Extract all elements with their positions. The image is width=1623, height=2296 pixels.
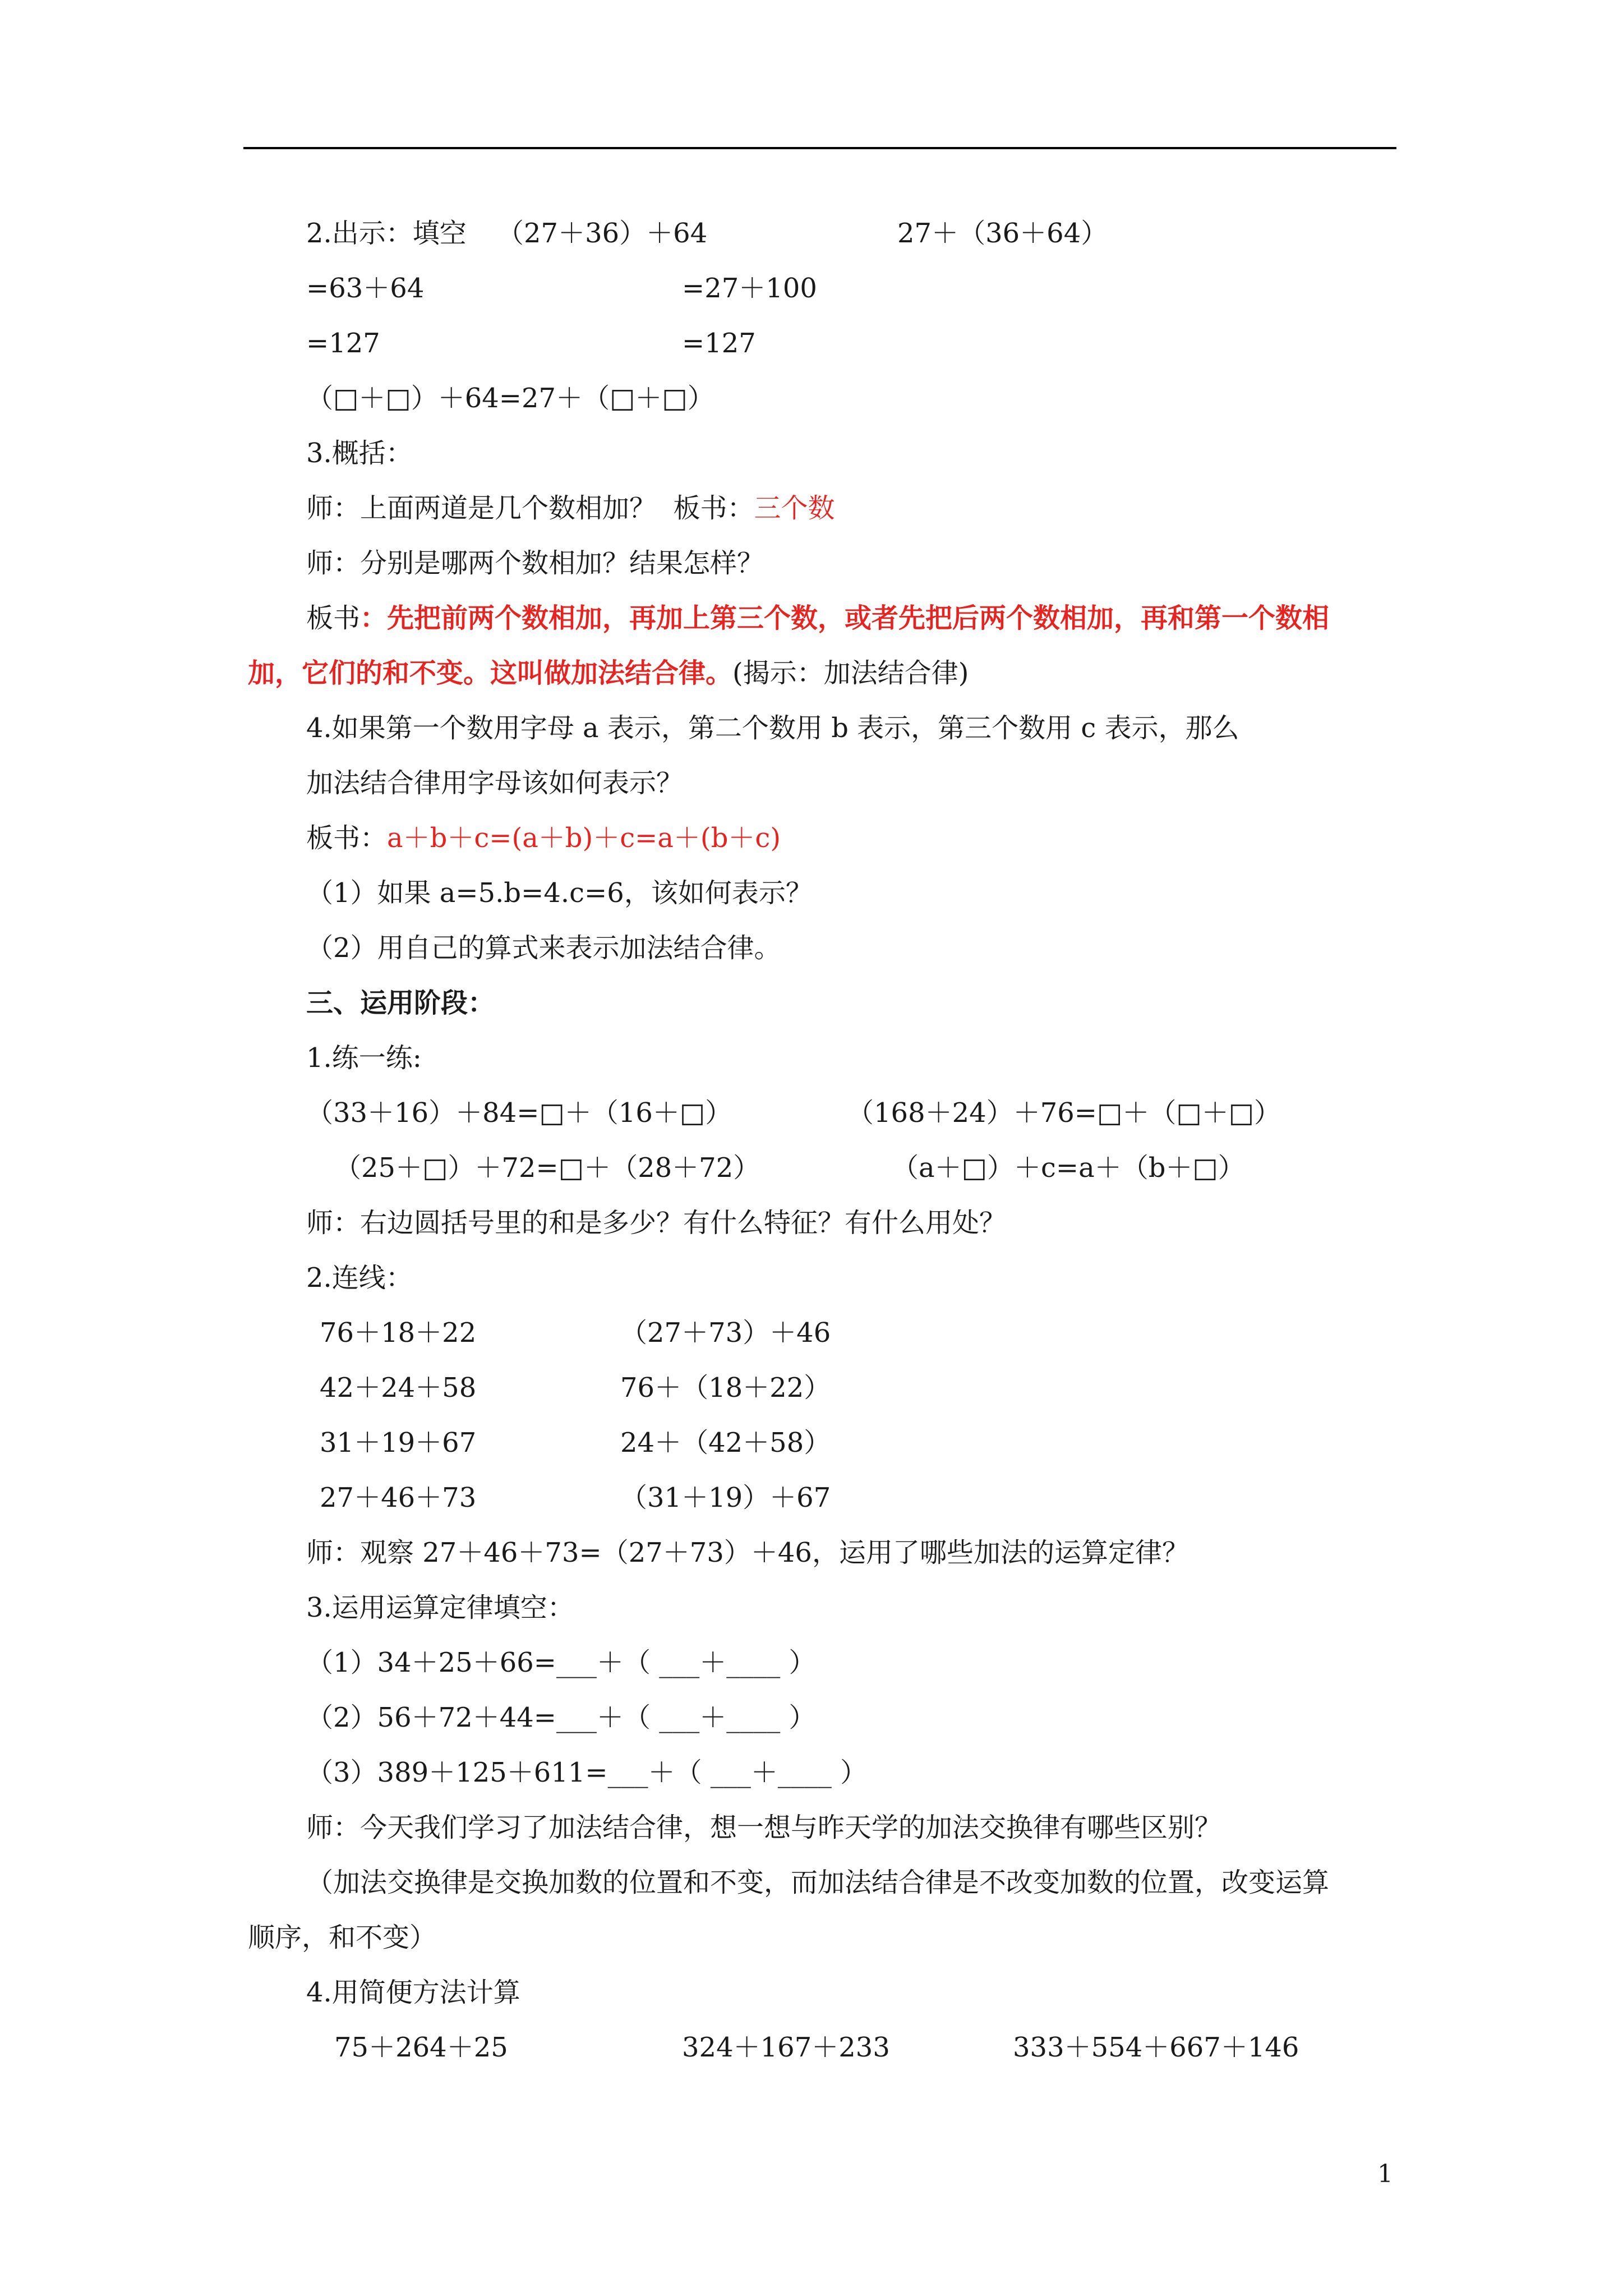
p3-label: 3.运用运算定律填空： [306, 1592, 574, 1623]
s4-q2: （2）用自己的算式来表示加法结合律。 [306, 932, 781, 964]
match-right-1: （27＋73）＋46 [620, 1317, 831, 1349]
p2-label: 2.连线： [306, 1262, 413, 1294]
p1-expr-a: （33＋16）＋84=□＋（16＋□） [306, 1097, 732, 1129]
s3-board-red2: 加，它们的和不变。这叫做加法结合律。 [248, 657, 733, 689]
p3-item2: （2）56＋72＋44=___＋（ ___＋____ ） [306, 1702, 816, 1733]
s4-line2: 加法结合律用字母该如何表示？ [306, 767, 684, 799]
page-number: 1 [1377, 2160, 1393, 2188]
s4-formula: a＋b＋c=(a＋b)＋c=a＋(b＋c) [387, 822, 781, 854]
p1-question: 师：右边圆括号里的和是多少？有什么特征？有什么用处？ [306, 1207, 1007, 1239]
match-right-4: （31＋19）＋67 [620, 1482, 831, 1513]
p3-answer-line1: （加法交换律是交换加数的位置和不变，而加法结合律是不改变加数的位置，改变运算 [306, 1867, 1330, 1898]
match-right-2: 76＋（18＋22） [620, 1372, 831, 1404]
match-left-1: 76＋18＋22 [320, 1317, 477, 1349]
p4-expr-a: 75＋264＋25 [334, 2032, 508, 2063]
expr-a-step2: =127 [306, 328, 380, 359]
s3-board-line2 [248, 657, 969, 689]
p1-expr-c: （25＋□）＋72=□＋（28＋72） [334, 1152, 760, 1184]
p3-item1: （1）34＋25＋66=___＋（ ___＋____ ） [306, 1647, 816, 1678]
match-left-2: 42＋24＋58 [320, 1372, 477, 1404]
s3-board-tail: (揭示：加法结合律) [732, 657, 969, 689]
s3-q1-answer: 三个数 [754, 493, 835, 524]
s3-board-line1 [306, 602, 1330, 634]
p1-label: 1.练一练: [306, 1042, 422, 1074]
p2-question: 师：观察 27＋46＋73=（27＋73）＋46，运用了哪些加法的运算定律？ [306, 1537, 1189, 1568]
s3-board-red1: ：先把前两个数相加，再加上第三个数，或者先把后两个数相加，再和第一个数相 [360, 602, 1330, 634]
p3-question: 师：今天我们学习了加法结合律，想一想与昨天学的加法交换律有哪些区别？ [306, 1812, 1222, 1843]
blank-equation: （□＋□）＋64=27＋（□＋□） [306, 383, 714, 414]
s3-board-prefix: 板书 [306, 602, 361, 634]
s4-board-prefix: 板书： [306, 822, 388, 854]
expr-a: （27＋36）＋64 [497, 218, 708, 249]
s3-question1 [306, 495, 835, 522]
expr-b-step2: =127 [682, 328, 756, 359]
s4-line1: 4.如果第一个数用字母 a 表示，第二个数用 b 表示，第三个数用 c 表示，那么 [306, 712, 1239, 744]
expr-b-step1: =27＋100 [682, 273, 817, 304]
match-right-3: 24＋（42＋58） [620, 1427, 831, 1458]
p4-expr-b: 324＋167＋233 [682, 2032, 890, 2063]
s3-q1-text: 师：上面两道是几个数相加？ [306, 493, 657, 524]
expr-b: 27＋（36＋64） [897, 218, 1108, 249]
header-rule [243, 147, 1396, 149]
expr-a-step1: =63＋64 [306, 273, 425, 304]
s4-q1: （1）如果 a=5.b=4.c=6，该如何表示？ [306, 877, 813, 909]
s3-q1-board: 板书： [673, 493, 754, 524]
p4-label: 4.用简便方法计算 [306, 1977, 520, 2008]
p1-expr-b: （168＋24）＋76=□＋（□＋□） [847, 1097, 1281, 1129]
s3-label: 3.概括： [306, 438, 413, 469]
s2-label: 2.出示：填空 [306, 218, 467, 249]
p4-expr-c: 333＋554＋667＋146 [1013, 2032, 1299, 2063]
match-left-3: 31＋19＋67 [320, 1427, 477, 1458]
p3-answer-line2: 顺序，和不变） [248, 1922, 437, 1953]
part3-title: 三、运用阶段： [306, 987, 495, 1019]
p1-expr-d: （a＋□）＋c=a＋（b＋□） [892, 1152, 1245, 1184]
s3-question2: 师：分别是哪两个数相加？结果怎样？ [306, 547, 764, 579]
match-left-4: 27＋46＋73 [320, 1482, 477, 1513]
s4-board [306, 822, 781, 854]
p3-item3: （3）389＋125＋611=___＋（ ___＋____ ） [306, 1757, 868, 1788]
